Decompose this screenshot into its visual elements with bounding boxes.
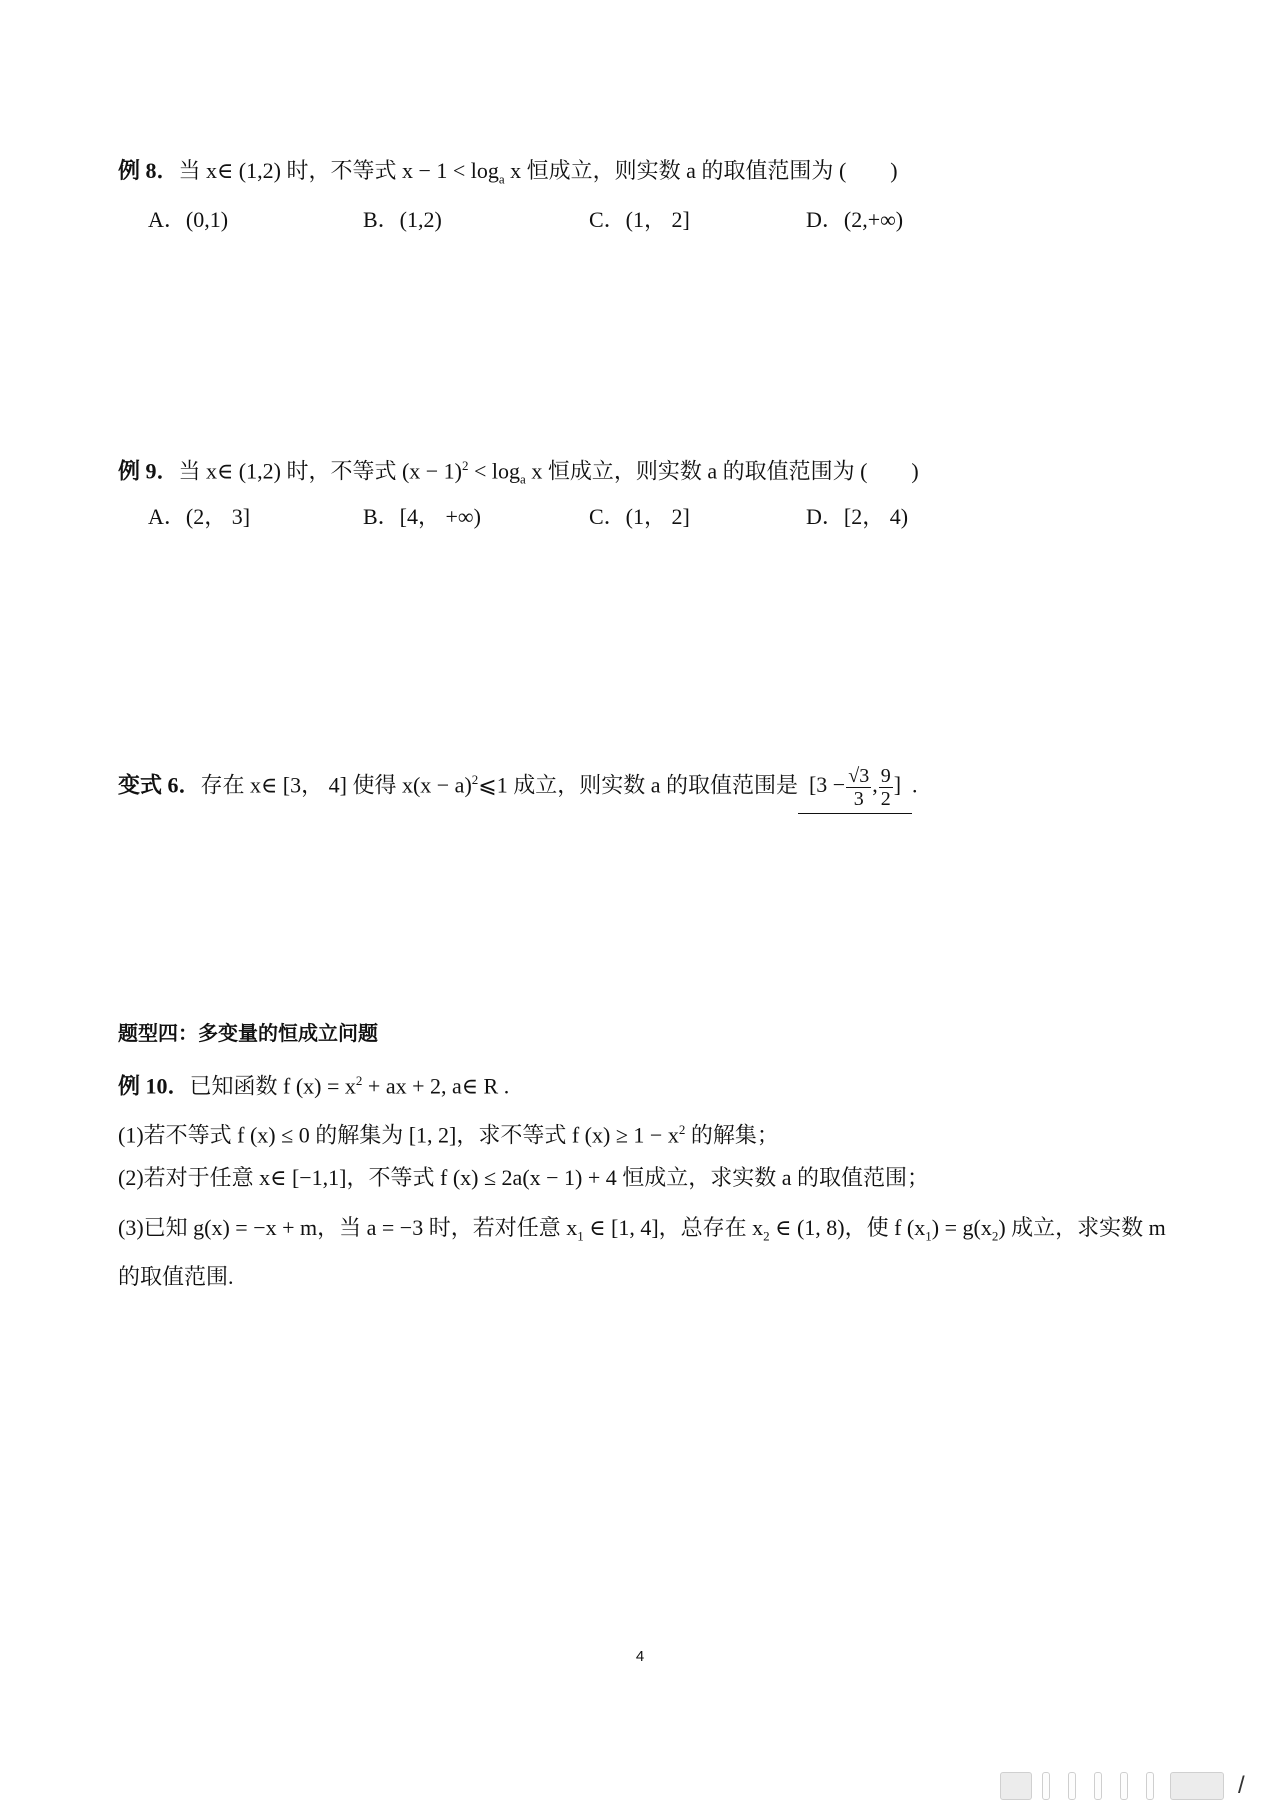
- example-8-sub: a: [498, 171, 505, 187]
- variant-6-sup: 2: [471, 772, 479, 787]
- answer-prefix: [3 −: [808, 772, 846, 798]
- example-10-stem-sup: 2: [355, 1073, 363, 1088]
- part-3-text-a: (3)已知 g(x) = −x + m，当 a = −3 时，若对任意 x: [118, 1215, 578, 1240]
- part-3-sub-2: 2: [763, 1228, 770, 1244]
- part-1-text-b: 的解集；: [685, 1122, 779, 1148]
- fraction-sqrt3-over-3: [846, 765, 871, 810]
- part-3-text-b: ∈ [1, 4]，总存在 x: [583, 1215, 764, 1240]
- example-8-label: 例 8．: [118, 158, 179, 183]
- example-8-text-b: x 恒成立，则实数 a 的取值范围为 ( ): [504, 158, 898, 183]
- example-9-question: [118, 451, 919, 495]
- fraction-1-numerator: √3: [848, 764, 870, 787]
- toolbar-slot[interactable]: [1068, 1772, 1076, 1800]
- example-10-part-3-continued: 的取值范围.: [118, 1264, 234, 1289]
- example-8-option-b: B．(1,2): [363, 207, 442, 232]
- answer-blank: [798, 757, 912, 814]
- part-3-sub-1: 1: [577, 1228, 584, 1244]
- part-3-sub-3: 1: [925, 1228, 932, 1244]
- fraction-2-denominator: 2: [880, 787, 891, 810]
- part-3-sub-4: 2: [991, 1228, 999, 1244]
- example-9-label: 例 9．: [118, 458, 179, 484]
- example-8-option-c: C．(1， 2]: [589, 207, 690, 232]
- section-heading: 题型四：多变量的恒成立问题: [118, 1021, 378, 1045]
- example-9-text-a: 当 x∈ (1,2) 时，不等式 (x − 1): [178, 458, 463, 484]
- variant-6-question: [118, 752, 918, 814]
- fraction-2-numerator: 9: [880, 764, 891, 787]
- toolbar-slot[interactable]: [1146, 1772, 1154, 1800]
- answer-comma: ,: [872, 772, 878, 798]
- example-10-part-3: [118, 1213, 1166, 1251]
- slash-icon: /: [1238, 1772, 1245, 1799]
- toolbar-button[interactable]: [1000, 1772, 1032, 1800]
- fraction-1-denominator: 3: [853, 787, 864, 810]
- variant-6-text-b: ⩽1 成立，则实数 a 的取值范围是: [478, 772, 798, 798]
- example-8-option-d: D．(2,+∞): [806, 207, 904, 232]
- example-9-option-a: A．(2， 3]: [148, 504, 251, 529]
- part-3-text-e: ) 成立，求实数 m: [998, 1215, 1166, 1240]
- example-9-sup: 2: [462, 458, 469, 473]
- example-8-option-a: A．(0,1): [148, 207, 229, 232]
- answer-suffix: ]: [893, 772, 902, 798]
- variant-6-label: 变式 6．: [118, 772, 201, 798]
- example-9-text-c: x 恒成立，则实数 a 的取值范围为 ( ): [525, 458, 919, 484]
- example-10-stem: [118, 1066, 509, 1101]
- example-8-question: [118, 156, 898, 194]
- example-8-text-a: 当 x∈ (1,2) 时，不等式 x − 1 < log: [178, 158, 499, 183]
- part-3-text-c: ∈ (1, 8)，使 f (x: [769, 1215, 926, 1240]
- part-1-sup: 2: [678, 1122, 686, 1137]
- example-9-option-c: C．(1， 2]: [589, 504, 690, 529]
- example-10-part-2: (2)若对于任意 x∈ [−1,1]，不等式 f (x) ≤ 2a(x − 1) + 4 恒成立，求实数 a 的取值范围；: [118, 1165, 930, 1190]
- example-9-text-b: < log: [468, 458, 521, 484]
- variant-6-text-a: 存在 x∈ [3， 4] 使得 x(x − a): [200, 772, 472, 798]
- toolbar-button[interactable]: [1170, 1772, 1224, 1800]
- toolbar-slot[interactable]: [1120, 1772, 1128, 1800]
- variant-6-end: .: [912, 772, 918, 798]
- example-10-label: 例 10．: [118, 1073, 190, 1099]
- example-9-option-d: D．[2， 4): [806, 504, 909, 529]
- example-9-sub: a: [520, 471, 526, 487]
- fraction-9-over-2: [879, 765, 893, 810]
- example-10-stem-a: 已知函数 f (x) = x: [189, 1073, 356, 1099]
- toolbar-slot[interactable]: [1042, 1772, 1050, 1800]
- example-10-stem-b: + ax + 2, a∈ R .: [362, 1073, 510, 1099]
- toolbar-slot[interactable]: [1094, 1772, 1102, 1800]
- part-1-text-a: (1)若不等式 f (x) ≤ 0 的解集为 [1, 2]，求不等式 f (x) ≥ 1 − x: [118, 1122, 679, 1148]
- example-9-option-b: B．[4， +∞): [363, 504, 481, 529]
- part-3-text-d: ) = g(x: [931, 1215, 992, 1240]
- example-10-part-1: [118, 1115, 779, 1150]
- page-number: 4: [635, 1648, 645, 1665]
